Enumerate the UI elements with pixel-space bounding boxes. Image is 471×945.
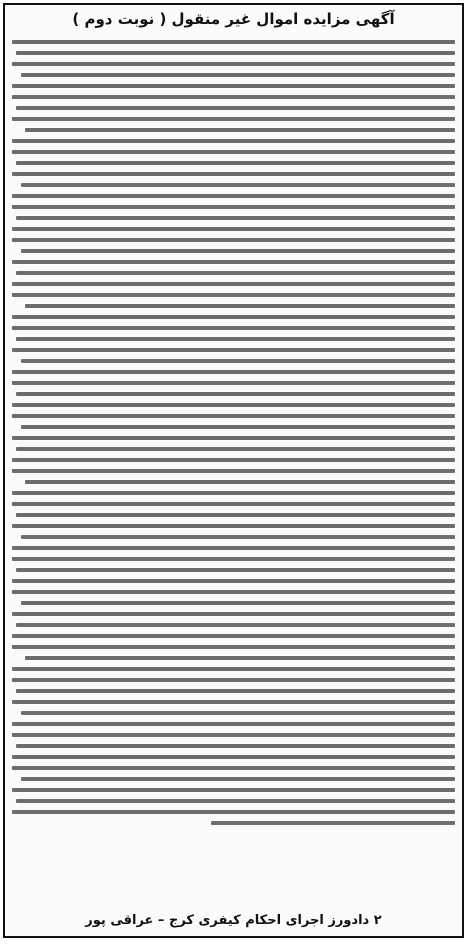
text-line: [21, 425, 455, 429]
text-line: [16, 513, 455, 517]
text-line: [16, 51, 455, 55]
text-line: [12, 766, 455, 770]
text-line: [12, 172, 455, 176]
text-line: [12, 95, 455, 99]
text-line: [12, 491, 455, 495]
text-line: [12, 733, 455, 737]
text-line: [12, 381, 455, 385]
text-line: [12, 579, 455, 583]
text-line: [16, 447, 455, 451]
text-line: [12, 634, 455, 638]
notice-title: آگهی مزایده اموال غیر منقول ( نوبت دوم ): [72, 10, 395, 28]
text-line: [12, 282, 455, 286]
text-line: [16, 392, 455, 396]
text-line: [12, 205, 455, 209]
text-line: [21, 777, 455, 781]
text-line: [12, 612, 455, 616]
text-line: [16, 744, 455, 748]
text-line: [12, 84, 455, 88]
text-line: [12, 227, 455, 231]
text-line: [12, 238, 455, 242]
text-line: [21, 535, 455, 539]
text-line: [16, 689, 455, 693]
text-line: [21, 601, 455, 605]
text-line: [12, 458, 455, 462]
notice-body-text: [12, 33, 455, 905]
text-line: [21, 73, 455, 77]
text-line: [21, 249, 455, 253]
text-line: [16, 799, 455, 803]
text-line: [12, 293, 455, 297]
text-line: [16, 106, 455, 110]
text-line: [12, 150, 455, 154]
text-line: [25, 656, 455, 660]
text-line: [12, 139, 455, 143]
text-line: [25, 480, 455, 484]
text-line: [12, 436, 455, 440]
text-line: [21, 359, 455, 363]
text-line: [211, 821, 455, 825]
text-line: [12, 700, 455, 704]
text-line: [12, 370, 455, 374]
text-line: [16, 216, 455, 220]
text-line: [12, 755, 455, 759]
text-line: [12, 194, 455, 198]
text-line: [16, 337, 455, 341]
text-line: [25, 128, 455, 132]
text-line: [16, 568, 455, 572]
text-line: [12, 678, 455, 682]
text-line: [16, 161, 455, 165]
text-line: [12, 315, 455, 319]
text-line: [12, 722, 455, 726]
text-line: [12, 414, 455, 418]
text-line: [12, 403, 455, 407]
text-line: [12, 62, 455, 66]
text-line: [12, 590, 455, 594]
text-line: [12, 260, 455, 264]
text-line: [12, 502, 455, 506]
text-line: [12, 645, 455, 649]
text-line: [21, 183, 455, 187]
text-line: [12, 348, 455, 352]
text-line: [12, 557, 455, 561]
text-line: [21, 711, 455, 715]
text-line: [16, 271, 455, 275]
text-line: [25, 304, 455, 308]
text-line: [12, 667, 455, 671]
text-line: [12, 546, 455, 550]
text-line: [12, 810, 455, 814]
text-line: [12, 117, 455, 121]
text-line: [12, 40, 455, 44]
text-line: [16, 623, 455, 627]
text-line: [12, 326, 455, 330]
text-line: [12, 469, 455, 473]
auction-notice: [3, 3, 464, 938]
notice-signature: ۲ دادورز اجرای احکام کیفری کرج – عراقی پور: [85, 913, 382, 928]
text-line: [12, 788, 455, 792]
text-line: [12, 524, 455, 528]
